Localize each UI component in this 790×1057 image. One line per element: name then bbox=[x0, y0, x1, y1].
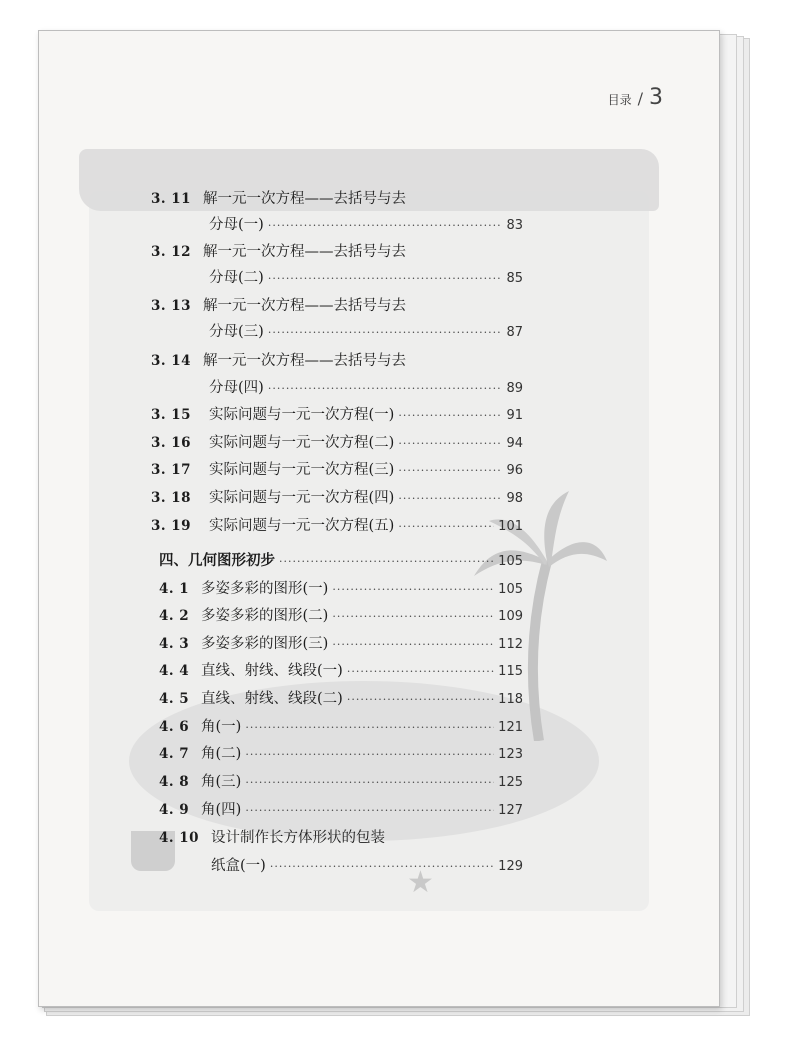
leader-dots bbox=[347, 693, 494, 706]
toc-entry-number: 4. 10 bbox=[159, 830, 200, 846]
leader-dots bbox=[268, 272, 503, 285]
toc-entry-page: 109 bbox=[498, 609, 523, 624]
toc-entry-number: 4. 8 bbox=[159, 774, 190, 790]
leader-dots bbox=[245, 748, 494, 761]
toc-entry[interactable] bbox=[159, 826, 385, 847]
leader-dots bbox=[270, 860, 494, 873]
running-head-label: 目录 bbox=[607, 93, 632, 107]
toc-entry[interactable] bbox=[209, 320, 523, 341]
toc-entry-page: 96 bbox=[506, 463, 523, 478]
toc-entry[interactable] bbox=[211, 854, 523, 875]
toc-entry-number: 3. 11 bbox=[151, 191, 192, 207]
leader-dots bbox=[245, 721, 494, 734]
leader-dots bbox=[398, 409, 502, 422]
toc-entry-title: 直线、射线、线段(二) bbox=[201, 691, 343, 707]
toc-entry[interactable] bbox=[209, 376, 523, 397]
toc-entry[interactable] bbox=[151, 294, 406, 315]
toc-entry-page: 91 bbox=[506, 408, 523, 423]
toc-entry[interactable] bbox=[151, 458, 523, 479]
toc-entry-title: 直线、射线、线段(一) bbox=[201, 663, 343, 679]
leader-dots bbox=[268, 219, 503, 232]
chapter-heading[interactable] bbox=[159, 549, 523, 570]
leader-dots bbox=[245, 776, 494, 789]
toc-entry-number: 4. 9 bbox=[159, 802, 190, 818]
toc-entry-page: 83 bbox=[506, 218, 523, 233]
leader-dots bbox=[332, 583, 494, 596]
toc-entry-page: 101 bbox=[498, 519, 523, 534]
toc-entry[interactable] bbox=[151, 187, 406, 208]
toc-entry[interactable] bbox=[159, 604, 523, 625]
toc-entry-number: 3. 16 bbox=[151, 435, 192, 451]
leader-dots bbox=[398, 464, 502, 477]
toc-entry-number: 4. 6 bbox=[159, 719, 190, 735]
toc-entry-number: 3. 13 bbox=[151, 298, 192, 314]
toc-entry-page: 105 bbox=[498, 554, 523, 569]
toc-entry-title: 角(四) bbox=[201, 802, 242, 818]
leader-dots bbox=[398, 520, 494, 533]
toc-entry-title: 实际问题与一元一次方程(二) bbox=[209, 435, 395, 451]
toc-entry[interactable] bbox=[151, 431, 523, 452]
toc-entry[interactable] bbox=[151, 349, 406, 370]
toc-entry-number: 4. 2 bbox=[159, 608, 190, 624]
leader-dots bbox=[332, 610, 494, 623]
leader-dots bbox=[347, 665, 494, 678]
toc-entry[interactable] bbox=[151, 514, 523, 535]
toc-entry-title: 多姿多彩的图形(一) bbox=[201, 581, 329, 597]
toc-entry-page: 129 bbox=[498, 859, 523, 874]
toc-entry-title: 实际问题与一元一次方程(三) bbox=[209, 462, 395, 478]
toc-entry-page: 118 bbox=[498, 692, 523, 707]
leader-dots bbox=[245, 804, 494, 817]
toc-entry[interactable] bbox=[159, 687, 523, 708]
toc-entry-number: 3. 18 bbox=[151, 490, 192, 506]
toc-entry-number: 3. 17 bbox=[151, 462, 192, 478]
page-number: 3 bbox=[649, 85, 663, 110]
toc-entry-number: 4. 1 bbox=[159, 581, 190, 597]
toc-entry-number: 3. 15 bbox=[151, 407, 192, 423]
toc-entry-page: 112 bbox=[498, 637, 523, 652]
toc-entry-page: 105 bbox=[498, 582, 523, 597]
toc-entry-title: 角(三) bbox=[201, 774, 242, 790]
toc-entry-page: 98 bbox=[506, 491, 523, 506]
toc-entry-page: 125 bbox=[498, 775, 523, 790]
toc-entry[interactable] bbox=[159, 659, 523, 680]
toc-entry-page: 115 bbox=[498, 664, 523, 679]
toc-entry-page: 94 bbox=[506, 436, 523, 451]
toc-entry-number: 3. 12 bbox=[151, 244, 192, 260]
toc-entry[interactable] bbox=[151, 486, 523, 507]
toc-entry-title: 分母(一) bbox=[209, 217, 264, 233]
toc-entry-page: 121 bbox=[498, 720, 523, 735]
toc-entry-number: 3. 19 bbox=[151, 518, 192, 534]
toc-entry-page: 87 bbox=[506, 325, 523, 340]
leader-dots bbox=[268, 382, 503, 395]
toc-entry-title: 纸盒(一) bbox=[211, 858, 266, 874]
toc-entry[interactable] bbox=[159, 632, 523, 653]
toc-entry-page: 89 bbox=[506, 381, 523, 396]
toc-entry-page: 123 bbox=[498, 747, 523, 762]
leader-dots bbox=[279, 555, 494, 568]
toc-entry-number: 4. 5 bbox=[159, 691, 190, 707]
toc-entry-number: 4. 3 bbox=[159, 636, 190, 652]
toc-entry-title: 解一元一次方程——去括号与去 bbox=[203, 244, 406, 260]
toc-entry[interactable] bbox=[159, 770, 523, 791]
table-of-contents bbox=[39, 31, 719, 1006]
toc-entry-title: 分母(二) bbox=[209, 270, 264, 286]
watermark-starfish-icon: ★ bbox=[407, 865, 434, 900]
toc-entry-title: 实际问题与一元一次方程(四) bbox=[209, 490, 395, 506]
leader-dots bbox=[398, 437, 502, 450]
toc-entry-title: 多姿多彩的图形(二) bbox=[201, 608, 329, 624]
toc-entry[interactable] bbox=[209, 266, 523, 287]
leader-dots bbox=[398, 492, 502, 505]
toc-entry-title: 解一元一次方程——去括号与去 bbox=[203, 353, 406, 369]
toc-entry[interactable] bbox=[159, 577, 523, 598]
leader-dots bbox=[332, 638, 494, 651]
toc-entry-title: 分母(四) bbox=[209, 380, 264, 396]
toc-entry-number: 4. 4 bbox=[159, 663, 190, 679]
toc-entry-title: 角(一) bbox=[201, 719, 242, 735]
toc-entry-title: 多姿多彩的图形(三) bbox=[201, 636, 329, 652]
toc-entry[interactable] bbox=[159, 742, 523, 763]
toc-entry-title: 分母(三) bbox=[209, 324, 264, 340]
chapter-heading-title: 四、几何图形初步 bbox=[159, 552, 275, 569]
toc-entry-title: 设计制作长方体形状的包装 bbox=[211, 830, 385, 846]
toc-entry-page: 85 bbox=[506, 271, 523, 286]
toc-entry[interactable] bbox=[159, 798, 523, 819]
toc-entry-page: 127 bbox=[498, 803, 523, 818]
book-page bbox=[38, 30, 720, 1007]
toc-entry[interactable] bbox=[159, 715, 523, 736]
toc-entry-number: 4. 7 bbox=[159, 746, 190, 762]
toc-entry[interactable] bbox=[209, 213, 523, 234]
toc-entry-title: 解一元一次方程——去括号与去 bbox=[203, 191, 406, 207]
toc-entry-title: 解一元一次方程——去括号与去 bbox=[203, 298, 406, 314]
toc-entry[interactable] bbox=[151, 240, 406, 261]
toc-entry-number: 3. 14 bbox=[151, 353, 192, 369]
toc-entry-title: 实际问题与一元一次方程(五) bbox=[209, 518, 395, 534]
running-head-slash: / bbox=[637, 89, 643, 108]
toc-entry-title: 角(二) bbox=[201, 746, 242, 762]
leader-dots bbox=[268, 326, 503, 339]
toc-entry[interactable] bbox=[151, 403, 523, 424]
toc-entry-title: 实际问题与一元一次方程(一) bbox=[209, 407, 395, 423]
